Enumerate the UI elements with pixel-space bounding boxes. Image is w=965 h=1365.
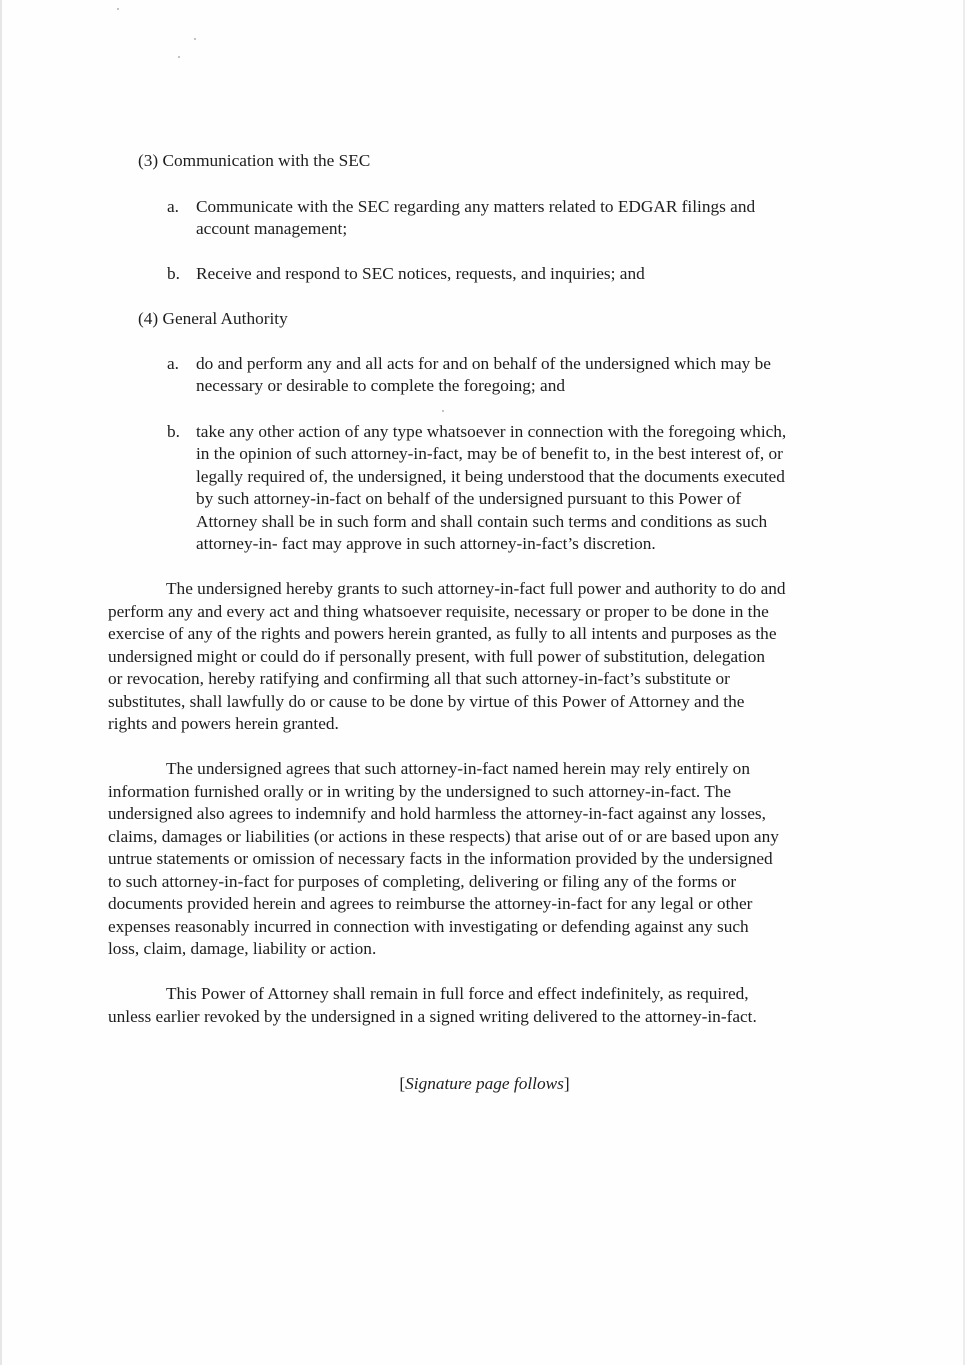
item-text-line: account management; [196, 219, 348, 238]
paragraph-line: exercise of any of the rights and powers herein granted, as fully to all intents and purposes as the [108, 624, 777, 643]
item-text-line: legally required of, the undersigned, it being understood that the documents executed [196, 466, 785, 486]
scan-speck [442, 410, 444, 412]
paragraph-line: expenses reasonably incurred in connection with investigating or defending against any such [108, 916, 749, 936]
paragraph-line: unless earlier revoked by the undersigned in a signed writing delivered to the attorney-in-fact. [108, 1006, 757, 1026]
item-label: a. [167, 197, 179, 216]
paragraph-line: loss, claim, damage, liability or action. [108, 939, 377, 958]
paragraph-line: to such attorney-in-fact for purposes of completing, delivering or filing any of the forms or [108, 871, 737, 891]
open-bracket: [ [399, 1074, 406, 1093]
paragraph-line: or revocation, hereby ratifying and confirming all that such attorney-in-fact’s substitute or [108, 669, 730, 688]
item-text-line: attorney-in- fact may approve in such attorney-in-fact’s discretion. [196, 534, 656, 553]
section-heading-general-authority: (4) General Authority [138, 309, 288, 328]
item-text-line: Receive and respond to SEC notices, requests, and inquiries; and [196, 264, 645, 283]
scan-speck [178, 56, 180, 58]
paragraph-line: information furnished orally or in writing by the undersigned to such attorney-in-fact. The [108, 781, 732, 801]
paragraph-line: perform any and every act and thing whatsoever requisite, necessary or proper to be done in the [108, 601, 769, 621]
signature-note-text: Signature page follows [405, 1074, 564, 1093]
paragraph-line: undersigned might or could do if personally present, with full power of substitution, delegation [108, 646, 766, 666]
paragraph-line: rights and powers herein granted. [108, 714, 339, 733]
section-heading-communication-with-sec: (3) Communication with the SEC [138, 151, 371, 170]
item-text-line: do and perform any and all acts for and on behalf of the undersigned which may be [196, 354, 771, 373]
paragraph-line: claims, damages or liabilities (or actions in these respects) that arise out of or are based upon any [108, 826, 779, 846]
item-label: b. [167, 264, 180, 283]
paragraph-line: The undersigned agrees that such attorney-in-fact named herein may rely entirely on [166, 759, 750, 778]
paragraph-line: This Power of Attorney shall remain in full force and effect indefinitely, as required, [166, 984, 749, 1003]
signature-page-note [2, 1073, 965, 1095]
item-text-line: by such attorney-in-fact on behalf of the undersigned pursuant to this Power of [196, 489, 742, 508]
scan-speck [117, 8, 119, 10]
item-text-line: Attorney shall be in such form and shall contain such terms and conditions as such [196, 511, 768, 531]
paragraph-line: undersigned also agrees to indemnify and hold harmless the attorney-in-fact against any losses, [108, 804, 766, 823]
item-text-line: necessary or desirable to complete the foregoing; and [196, 376, 566, 395]
paragraph-line: documents provided herein and agrees to reimburse the attorney-in-fact for any legal or other [108, 894, 753, 913]
item-text-line: take any other action of any type whatsoever in connection with the foregoing which, [196, 422, 787, 441]
scan-speck [194, 38, 196, 40]
item-text-line: in the opinion of such attorney-in-fact, may be of benefit to, in the best interest of, or [196, 444, 783, 463]
paragraph-line: The undersigned hereby grants to such attorney-in-fact full power and authority to do and [166, 579, 786, 598]
item-label: a. [167, 354, 179, 373]
paragraph-line: substitutes, shall lawfully do or cause to be done by virtue of this Power of Attorney and the [108, 691, 745, 711]
close-bracket: ] [563, 1074, 570, 1093]
paragraph-line: untrue statements or omission of necessary facts in the information provided by the undersigned [108, 849, 773, 868]
item-text-line: Communicate with the SEC regarding any matters related to EDGAR filings and [196, 197, 756, 216]
item-label: b. [167, 422, 180, 441]
